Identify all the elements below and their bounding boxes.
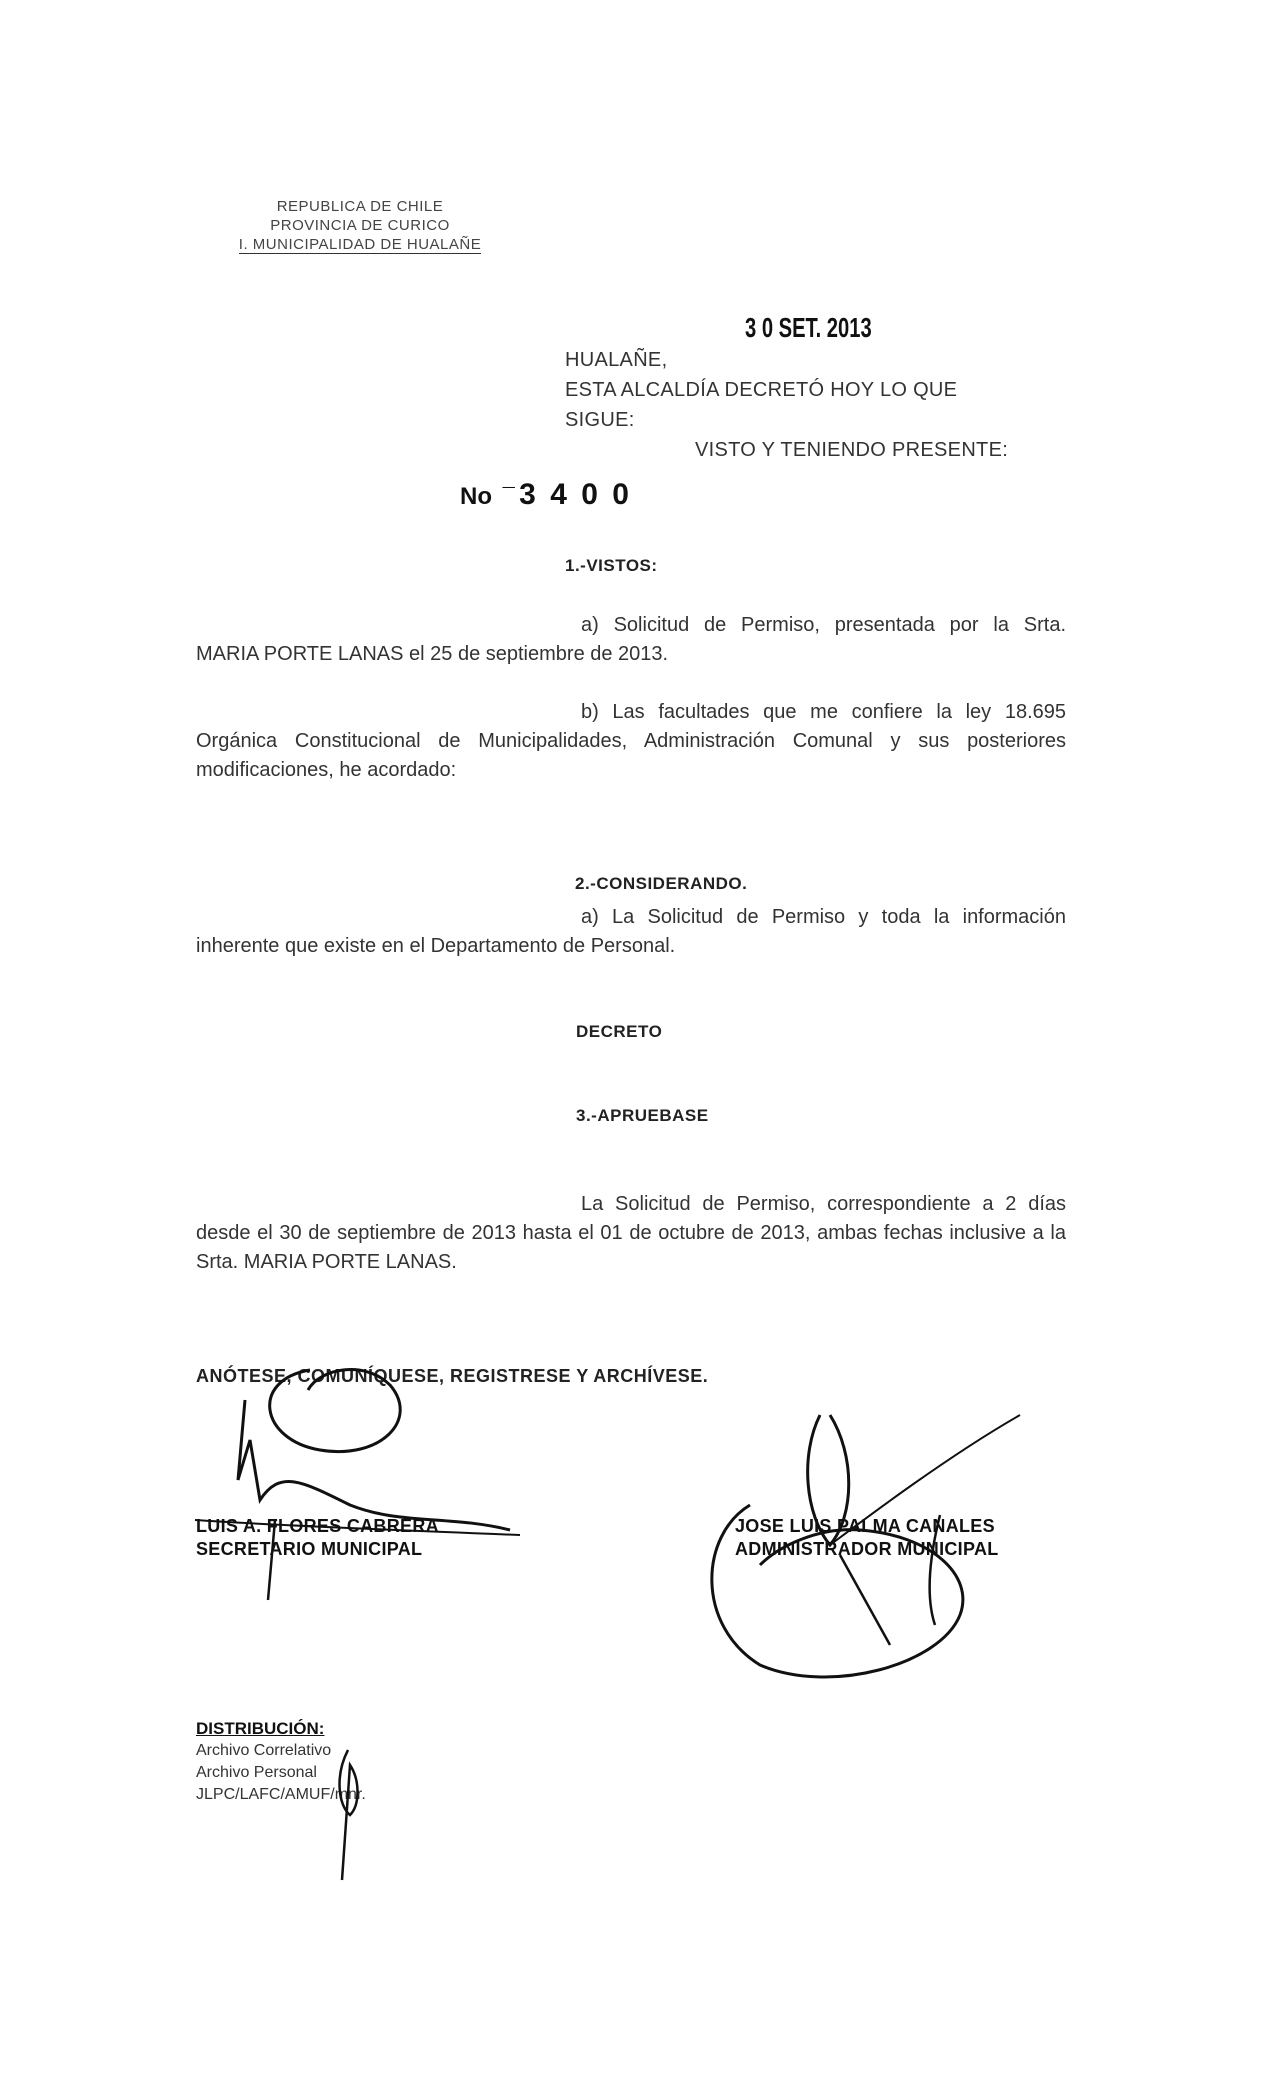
intro-place: HUALAÑE, bbox=[565, 349, 668, 371]
closing-line: ANÓTESE, COMUNÍQUESE, REGISTRESE Y ARCHÍVESE. bbox=[196, 1366, 709, 1386]
left-signatory-name: LUIS A. FLORES CABRERA bbox=[196, 1516, 439, 1536]
decree-number: No ¯ 3 4 0 0 bbox=[460, 478, 632, 511]
intro-follows: SIGUE: bbox=[565, 409, 635, 431]
intro-visto: VISTO Y TENIENDO PRESENTE: bbox=[695, 439, 1009, 461]
decreto-heading: DECRETO bbox=[576, 1022, 663, 1041]
section3-title: 3.-APRUEBASE bbox=[576, 1106, 709, 1125]
section2-para-a: a) La Solicitud de Permiso y toda la información inherente que existe en el Departamento de Personal. bbox=[196, 906, 1066, 957]
left-signatory-title: SECRETARIO MUNICIPAL bbox=[196, 1539, 423, 1559]
left-signature-scribble bbox=[190, 1330, 550, 1620]
right-signatory-name: JOSE LUIS PALMA CANALES bbox=[735, 1516, 995, 1536]
section1-para-a: a) Solicitud de Permiso, presentada por la Srta. MARIA PORTE LANAS el 25 de septiembre de 2013. bbox=[196, 614, 1066, 665]
distribution-title: DISTRIBUCIÓN: bbox=[196, 1719, 325, 1738]
header-municipality bbox=[195, 235, 525, 254]
decree-number-prefix: No bbox=[460, 483, 492, 510]
intro-block bbox=[565, 345, 1085, 465]
date-stamp: 3 0 SET. 2013 bbox=[745, 312, 872, 343]
left-signature-block bbox=[196, 1515, 439, 1561]
section3-para: La Solicitud de Permiso, correspondiente a 2 días desde el 30 de septiembre de 2013 hasta el 01 de octubre de 2013, ambas fechas inclusive a la Srta. MARIA PORTE LANAS. bbox=[196, 1193, 1066, 1273]
header-block bbox=[195, 197, 525, 254]
distribution-item: JLPC/LAFC/AMUF/mnr. bbox=[196, 1786, 366, 1803]
header-province: PROVINCIA DE CURICO bbox=[270, 217, 450, 234]
header-municipality-text: I. MUNICIPALIDAD DE HUALAÑE bbox=[238, 236, 482, 253]
intro-decree-line: ESTA ALCALDÍA DECRETÓ HOY LO QUE bbox=[565, 379, 958, 401]
section1-title: 1.-VISTOS: bbox=[565, 556, 658, 575]
distribution-item: Archivo Correlativo bbox=[196, 1742, 332, 1759]
decree-number-value: 3 4 0 0 bbox=[519, 478, 632, 511]
right-signatory-title: ADMINISTRADOR MUNICIPAL bbox=[735, 1539, 999, 1559]
distribution-item: Archivo Personal bbox=[196, 1764, 317, 1781]
section2-title: 2.-CONSIDERANDO. bbox=[575, 874, 748, 893]
initials-scribble bbox=[320, 1745, 380, 1885]
right-signature-block bbox=[735, 1515, 999, 1561]
header-republic: REPUBLICA DE CHILE bbox=[276, 198, 444, 215]
section1-para-b: b) Las facultades que me confiere la ley 18.695 Orgánica Constitucional de Municipalidades, Administración Comunal y sus posteriores modificaciones, he acordado: bbox=[196, 701, 1066, 781]
